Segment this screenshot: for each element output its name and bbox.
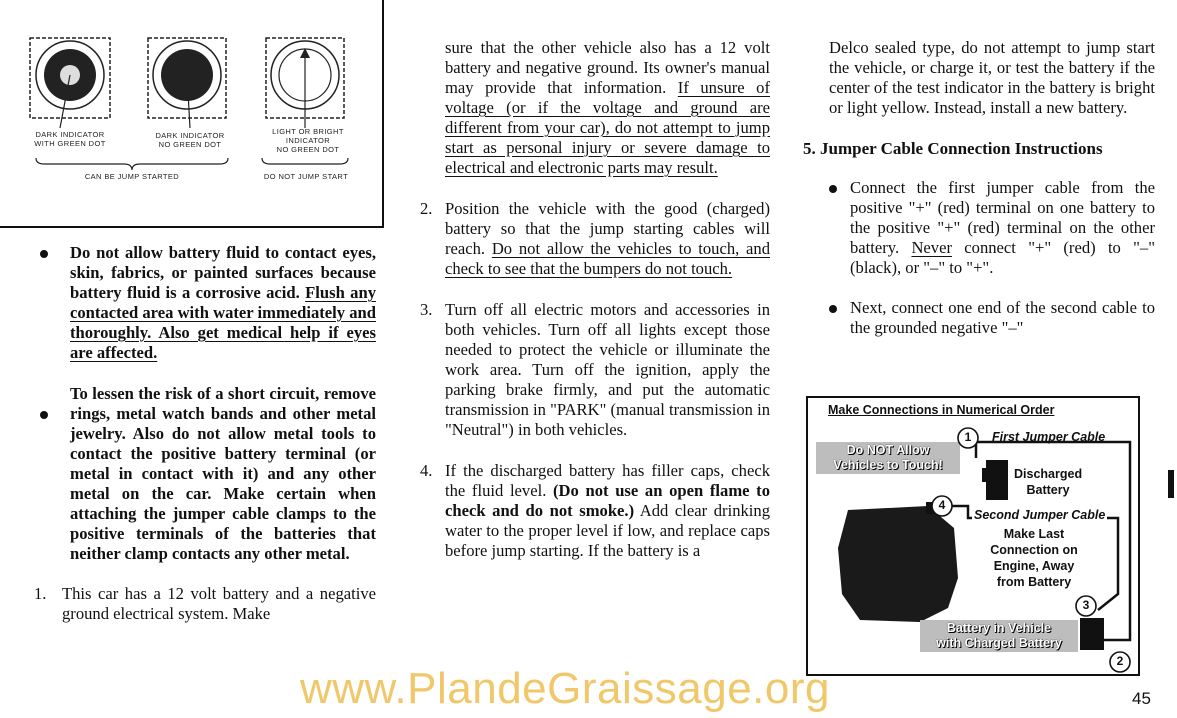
- bullet-dot: [829, 305, 837, 313]
- step-1-continued: [445, 38, 770, 178]
- charged-battery-label: Battery in Vehicle with Charged Battery: [936, 621, 1062, 650]
- bullet-text: [850, 178, 1155, 278]
- step-text: This car has a 12 volt battery and a negative ground electrical system. Make: [62, 584, 376, 623]
- section-heading: 5. Jumper Cable Connection Instructions: [803, 139, 1103, 158]
- bullet-body: Connect the first jumper cable from the positive "+" (red) terminal on one battery to the positive "+" (red) terminal on the other battery.: [850, 178, 1155, 257]
- watermark: www.PlandeGraissage.org: [300, 664, 830, 713]
- diagram-title: Make Connections in Numerical Order: [828, 403, 1055, 417]
- step-marker-3: 3: [1082, 598, 1090, 612]
- bullet-text: Do not allow battery fluid to contact eyes, skin, fabrics, or painted surfaces because battery fluid is a corrosive acid.: [70, 243, 376, 302]
- bullet-body-cont: connect "+" (red) to "–" (black), or "–" to "+".: [850, 238, 1155, 277]
- charged-battery-icon: [1080, 618, 1104, 650]
- engine-icon: [838, 506, 958, 622]
- jumper-cable-diagram: [806, 396, 1140, 676]
- step-number: 2.: [420, 199, 433, 218]
- discharged-battery-icon: [986, 460, 1008, 500]
- second-cable-label: Second Jumper Cable: [974, 508, 1106, 522]
- step-number: 4.: [420, 461, 433, 480]
- bullet-dot: [40, 250, 48, 258]
- step-body-cont: Add clear drinking water to the proper level if low, and replace caps before jump starting. If the battery is a: [445, 501, 770, 560]
- step-number: 1.: [34, 584, 47, 603]
- do-not-jump-label: DO NOT JUMP START: [263, 172, 349, 181]
- step-text: Turn off all electric motors and accessories in both vehicles. Turn off all lights except those needed to protect the vehicle or illuminate the work area. Turn off the ignition, apply the parking brake firmly, and put the automatic transmission in "PARK" (manual transmission in "Neutral") in both vehicles.: [445, 300, 770, 439]
- step-caution: (Do not use an open flame to check and do not smoke.): [445, 481, 770, 520]
- step-body: Position the vehicle with the good (charged) battery so that the jump starting cables will reach.: [445, 199, 770, 258]
- instruction-bullet-1: [803, 178, 1155, 278]
- step-2: [420, 199, 770, 279]
- safety-bullet-jewelry: To lessen the risk of a short circuit, remove rings, metal watch bands and other metal jewelry. Also do not allow metal tools to contact the positive battery terminal (or metal in contact with it) and any other metal on the car. Make certain when attaching the jumper cable clamps to the positive terminals of the batteries that neither clamp contacts any other metal.: [70, 384, 376, 563]
- step-warning: If unsure of voltage (or if the voltage and ground are different from your car), do not attempt to jump start as personal injury or severe damage to electrical and electronic parts may result.: [445, 78, 770, 177]
- step-text: [445, 199, 770, 279]
- step-text: sure that the other vehicle also has a 12 volt battery and negative ground. Its owner's manual may provide that information.: [445, 38, 770, 97]
- page-number: 45: [1132, 689, 1151, 708]
- middle-column: [420, 38, 770, 561]
- left-column: [34, 243, 376, 624]
- indicator-label-3: LIGHT OR BRIGHT INDICATOR NO GREEN DOT: [272, 127, 344, 154]
- step-marker-2: 2: [1116, 654, 1124, 668]
- bullet-text: Next, connect one end of the second cable to the grounded negative "–": [850, 298, 1155, 337]
- bullet-warning: Flush any contacted area with water immediately and thoroughly. Also get medical help if eyes are affected.: [70, 283, 376, 362]
- can-jump-label: CAN BE JUMP STARTED: [84, 172, 180, 181]
- step-3: [420, 300, 770, 440]
- do-not-allow-warning: Do NOT Allow Vehicles to Touch!: [833, 443, 943, 472]
- discharged-battery-label: Discharged Battery: [1014, 467, 1083, 497]
- step-body: If the discharged battery has filler caps, check the fluid level.: [445, 461, 770, 500]
- step-1: [34, 584, 376, 624]
- light-indicator-icon: [266, 38, 344, 128]
- indicator-label-1: DARK INDICATOR WITH GREEN DOT: [34, 130, 106, 148]
- bullet-dot: [829, 185, 837, 193]
- step-marker-1: 1: [964, 430, 972, 444]
- bullet-never: Never: [911, 238, 952, 257]
- dark-indicator-green-dot-icon: [30, 38, 110, 128]
- instruction-bullet-2: [803, 298, 1155, 338]
- make-last-connection-label: Make Last Connection on Engine, Away from Battery: [990, 527, 1078, 589]
- indicator-illustration: [0, 0, 384, 228]
- edge-tab-mark: [1168, 470, 1174, 498]
- step-text: [445, 461, 770, 561]
- indicator-label-2: DARK INDICATOR NO GREEN DOT: [155, 131, 225, 149]
- step-4-continued: Delco sealed type, do not attempt to jump start the vehicle, or charge it, or test the battery if the center of the test indicator in the battery is bright or light yellow. Instead, install a new battery.: [829, 38, 1155, 117]
- step-warning: Do not allow the vehicles to touch, and check to see that the bumpers do not touch.: [445, 239, 770, 278]
- step-number: 3.: [420, 300, 433, 319]
- dark-indicator-no-dot-icon: [148, 38, 226, 128]
- right-column: [803, 38, 1155, 338]
- bullet-dot: [40, 411, 48, 419]
- step-4: [420, 461, 770, 561]
- first-cable-label: First Jumper Cable: [992, 430, 1106, 444]
- safety-bullet-fluid: [70, 243, 376, 363]
- indicator-drawings: [0, 0, 384, 228]
- step-marker-4: 4: [938, 498, 946, 512]
